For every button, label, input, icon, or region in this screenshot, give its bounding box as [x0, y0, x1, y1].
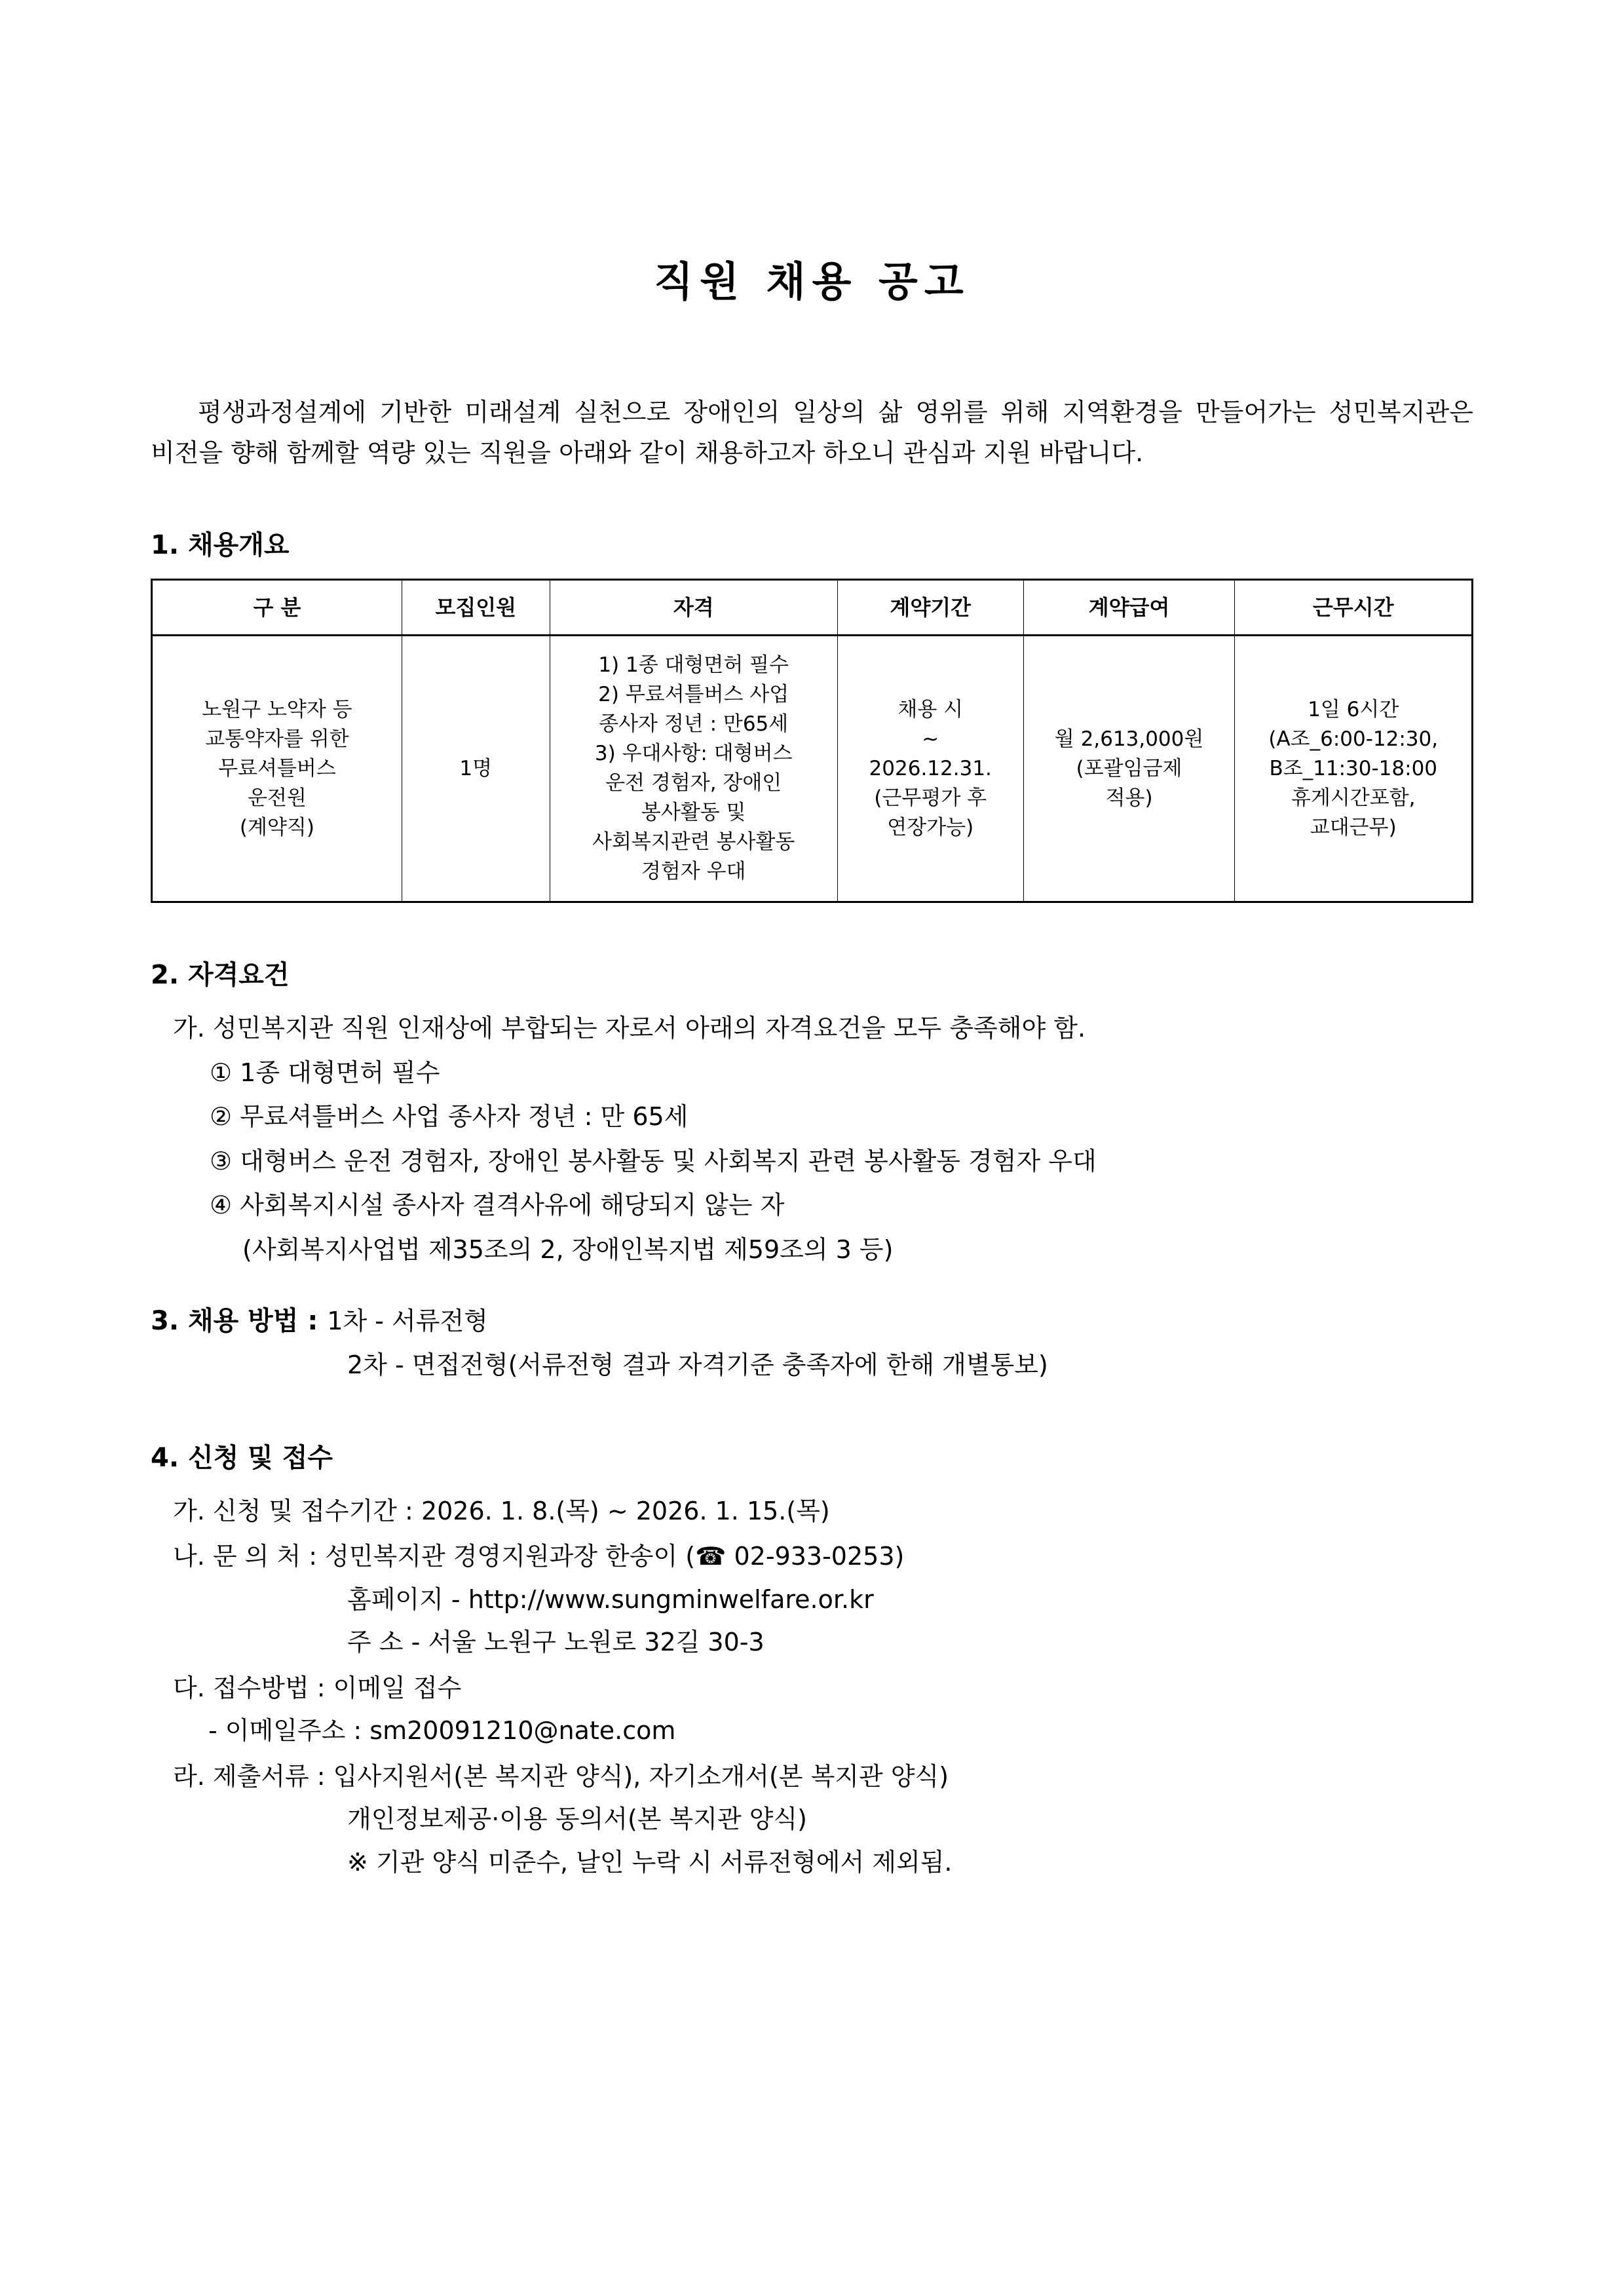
list-item: ③ 대형버스 운전 경험자, 장애인 봉사활동 및 사회복지 관련 봉사활동 경험자 우대: [210, 1146, 1097, 1176]
apply-homepage: 홈페이지 - http://www.sungminwelfare.or.kr: [347, 1584, 874, 1614]
requirements-lead: 가. 성민복지관 직원 인재상에 부합되는 자로서 아래의 자격요건을 모두 충족해야 함.: [173, 1013, 1086, 1043]
selection-method-stage-1: 1차 - 서류전형: [327, 1307, 488, 1336]
selection-method-label: 3. 채용 방법 :: [151, 1306, 328, 1337]
cell-division: [152, 636, 402, 902]
list-item: ① 1종 대형면허 필수: [210, 1058, 440, 1087]
apply-documents-note: ※ 기관 양식 미준수, 날인 누락 시 서류전형에서 제외됨.: [347, 1847, 953, 1877]
column-header-contract-period: 계약기간: [837, 580, 1023, 636]
qualification-line: 운전 경험자, 장애인: [605, 771, 782, 795]
qualification-line: 3) 우대사항: 대형버스: [594, 742, 793, 766]
list-item: ④ 사회복지시설 종사자 결격사유에 해당되지 않는 자: [210, 1191, 785, 1220]
table-row: [152, 636, 1473, 902]
cell-salary: [1023, 636, 1235, 902]
qualification-line: 사회복지관련 봉사활동: [592, 830, 795, 854]
cell-division-text: 노원구 노약자 등 교통약자를 위한 무료셔틀버스 운전원 (계약직): [202, 697, 352, 839]
selection-method-line-1: [151, 1300, 1473, 1343]
apply-documents-second: 개인정보제공·이용 동의서(본 복지관 양식): [347, 1805, 808, 1834]
selection-method-stage-2: 2차 - 면접전형(서류전형 결과 자격기준 충족자에 한해 개별통보): [347, 1350, 1048, 1380]
apply-email: - 이메일주소 : sm20091210@nate.com: [208, 1716, 676, 1746]
recruitment-overview-table: [151, 579, 1473, 903]
table-header-row: [152, 580, 1473, 636]
column-header-division: 구 분: [152, 580, 402, 636]
intro-paragraph: 평생과정설계에 기반한 미래설계 실천으로 장애인의 일상의 삶 영위를 위해 지역환경을 만들어가는 성민복지관은 비전을 향해 함께할 역량 있는 직원을 아래와 같이 채용하고자 하오니 관심과 지원 바랍니다.: [151, 398, 1473, 467]
table-body: [152, 636, 1473, 902]
list-item: ② 무료셔틀버스 사업 종사자 정년 : 만 65세: [210, 1102, 689, 1132]
cell-salary-text: 월 2,613,000원 (포괄임금제 적용): [1054, 727, 1204, 810]
cell-headcount: 1명: [402, 636, 550, 902]
qualification-line: 경험자 우대: [641, 860, 746, 884]
apply-address: 주 소 - 서울 노원구 노원로 32길 30-3: [347, 1628, 765, 1657]
section-heading-overview: 1. 채용개요: [151, 530, 290, 561]
apply-documents: 라. 제출서류 : 입사지원서(본 복지관 양식), 자기소개서(본 복지관 양식): [173, 1761, 949, 1791]
qualification-line: 종사자 정년 : 만65세: [599, 712, 789, 737]
cell-qualification: [550, 636, 837, 902]
section-heading-requirements: 2. 자격요건: [151, 959, 290, 990]
cell-contract-period: [837, 636, 1023, 902]
table-header: [152, 580, 1473, 636]
cell-work-hours-text: 1일 6시간 (A조_6:00-12:30, B조_11:30-18:00 휴게시간포함, 교대근무): [1268, 697, 1439, 839]
apply-contact: 나. 문 의 처 : 성민복지관 경영지원과장 한송이 (☎ 02-933-0253): [173, 1542, 905, 1571]
column-header-qualification: 자격: [550, 580, 837, 636]
qualification-line: 2) 무료셔틀버스 사업: [598, 683, 789, 707]
column-header-headcount: 모집인원: [402, 580, 550, 636]
column-header-salary: 계약급여: [1023, 580, 1235, 636]
apply-method: 다. 접수방법 : 이메일 접수: [173, 1673, 462, 1702]
qualification-line: 1) 1종 대형면허 필수: [598, 653, 789, 678]
requirements-list: [151, 1053, 1473, 1226]
apply-period: 가. 신청 및 접수기간 : 2026. 1. 8.(목) ~ 2026. 1. 15.(목): [173, 1496, 830, 1525]
cell-work-hours: [1235, 636, 1473, 902]
requirements-note: (사회복지사업법 제35조의 2, 장애인복지법 제59조의 3 등): [242, 1234, 894, 1264]
column-header-work-hours: 근무시간: [1235, 580, 1473, 636]
qualification-line: 봉사활동 및: [641, 801, 746, 825]
page-title: 직원 채용 공고: [654, 258, 970, 305]
cell-contract-period-text: 채용 시 ~ 2026.12.31. (근무평가 후 연장가능): [869, 697, 992, 839]
section-heading-apply: 4. 신청 및 접수: [151, 1442, 333, 1473]
